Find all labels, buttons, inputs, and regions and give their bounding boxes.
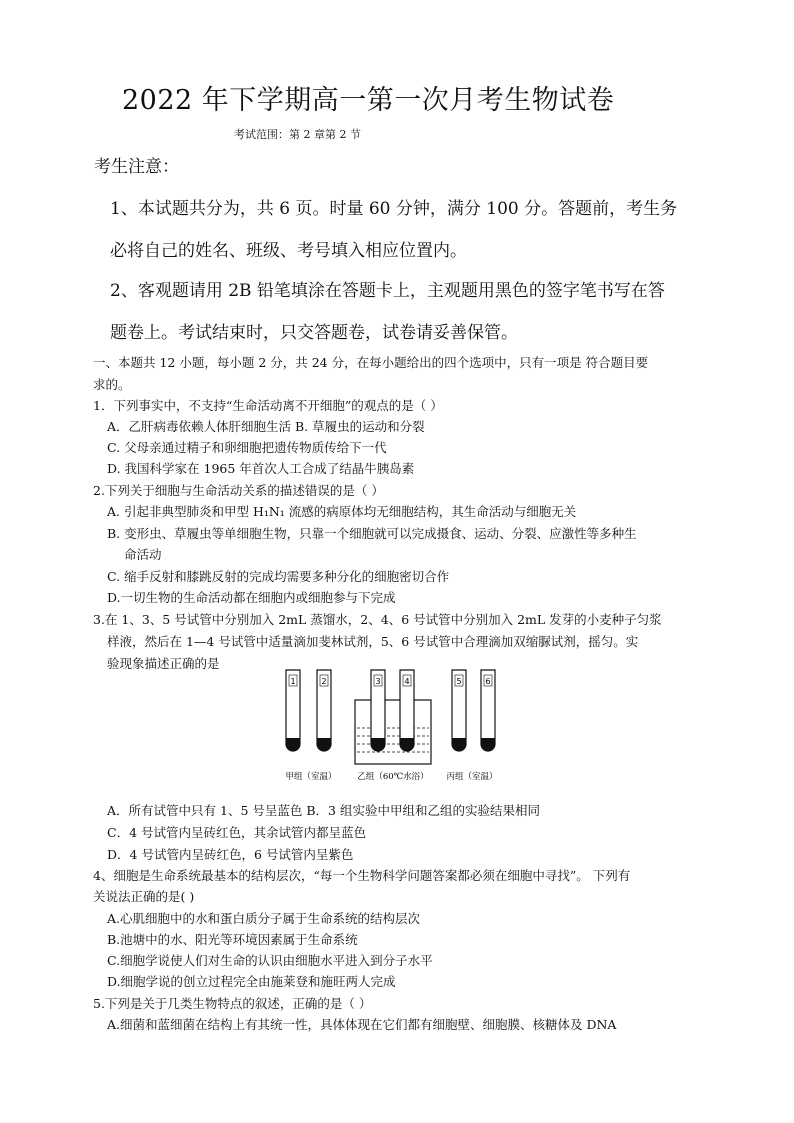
question-3-stem-line-1: 3.在 1、3、5 号试管中分别加入 2mL 蒸馏水，2、4、6 号试管中分别加入 2mL 发芽的小麦种子匀浆	[93, 612, 662, 627]
question-2-option-b-line-1: B. 变形虫、草履虫等单细胞生物，只靠一个细胞就可以完成摄食、运动、分裂、应激性等多种生	[107, 526, 637, 541]
question-1-option-ab: A．乙肝病毒依赖人体肝细胞生活 B. 草履虫的运动和分裂	[107, 419, 425, 434]
question-2-stem: 2.下列关于细胞与生命活动关系的描述错误的是（ ）	[93, 483, 384, 498]
group-label-jia: 甲组（室温）	[285, 772, 337, 782]
question-2-option-d: D.一切生物的生命活动都在细胞内或细胞参与下完成	[107, 590, 396, 605]
tube-label-5: 5	[456, 677, 462, 686]
exam-title: 2022 年下学期高一第一次月考生物试卷	[122, 85, 615, 116]
question-4-stem-line-1: 4、细胞是生命系统最基本的结构层次，“每一个生物科学问题答案都必须在细胞中寻找”。 下列有	[93, 868, 631, 883]
question-2-option-c: C. 缩手反射和膝跳反射的完成均需要多种分化的细胞密切合作	[107, 569, 450, 584]
exam-scope: 考试范围：第 2 章第 2 节	[234, 128, 361, 141]
group-label-yi: 乙组（60℃水浴）	[357, 772, 429, 782]
tube-label-1: 1	[290, 677, 296, 686]
group-label-bing: 丙组（室温）	[446, 772, 498, 782]
question-4-option-a: A.心肌细胞中的水和蛋白质分子属于生命系统的结构层次	[107, 911, 421, 926]
section-intro-line-1: 一、本题共 12 小题，每小题 2 分，共 24 分，在每小题给出的四个选项中，只有一项是 符合题目要	[93, 355, 649, 370]
question-3-option-ab: A．所有试管中只有 1、5 号呈蓝色 B．3 组实验中甲组和乙组的实验结果相同	[107, 803, 540, 818]
question-4-option-c: C.细胞学说使人们对生命的认识由细胞水平进入到分子水平	[107, 953, 433, 968]
notice-line-4: 题卷上。考试结束时，只交答题卷，试卷请妥善保管。	[110, 323, 518, 343]
water-surface-lines	[357, 728, 429, 752]
water-bath	[355, 700, 431, 764]
question-2-option-b-line-2: 命活动	[124, 547, 162, 562]
question-3-stem-line-3: 验现象描述正确的是	[107, 656, 220, 671]
question-5-option-a: A.细菌和蓝细菌在结构上有其统一性，具体体现在它们都有细胞壁、细胞膜、核糖体及 DNA	[107, 1017, 617, 1032]
notice-line-3: 2、客观题请用 2B 铅笔填涂在答题卡上，主观题用黑色的签字笔书写在答	[110, 281, 665, 301]
question-4-option-b: B.池塘中的水、阳光等环境因素属于生命系统	[107, 932, 358, 947]
section-intro-line-2: 求的。	[93, 377, 131, 392]
tube-label-4: 4	[404, 677, 410, 686]
notice-line-2: 必将自己的姓名、班级、考号填入相应位置内。	[110, 241, 467, 261]
question-1-option-c: C. 父母亲通过精子和卵细胞把遗传物质传给下一代	[107, 440, 387, 455]
notice-line-1: 1、本试题共分为，共 6 页。时量 60 分钟，满分 100 分。答题前，考生务	[110, 199, 678, 219]
tube-label-2: 2	[321, 677, 327, 686]
test-tube-figure	[282, 666, 500, 784]
question-3-option-c: C．4 号试管内呈砖红色，其余试管内都呈蓝色	[107, 825, 366, 840]
question-2-option-a: A. 引起非典型肺炎和甲型 H₁N₁ 流感的病原体均无细胞结构，其生命活动与细胞无关	[107, 504, 577, 519]
question-5-stem: 5.下列是关于几类生物特点的叙述，正确的是（ ）	[93, 996, 372, 1011]
question-1-stem: 1．下列事实中，不支持“生命活动离不开细胞”的观点的是（ ）	[93, 398, 443, 413]
question-4-option-d: D.细胞学说的创立过程完全由施莱登和施旺两人完成	[107, 974, 396, 989]
question-1-option-d: D. 我国科学家在 1965 年首次人工合成了结晶牛胰岛素	[107, 461, 415, 476]
tube-label-6: 6	[485, 677, 491, 686]
tube-label-3: 3	[375, 677, 381, 686]
question-4-stem-line-2: 关说法正确的是( )	[93, 889, 195, 904]
question-3-option-d: D．4 号试管内呈砖红色，6 号试管内呈紫色	[107, 847, 354, 862]
question-3-stem-line-2: 样液，然后在 1—4 号试管中适量滴加斐林试剂，5、6 号试管中合理滴加双缩脲试剂，摇匀。实	[107, 634, 639, 649]
notice-heading: 考生注意：	[94, 157, 179, 177]
